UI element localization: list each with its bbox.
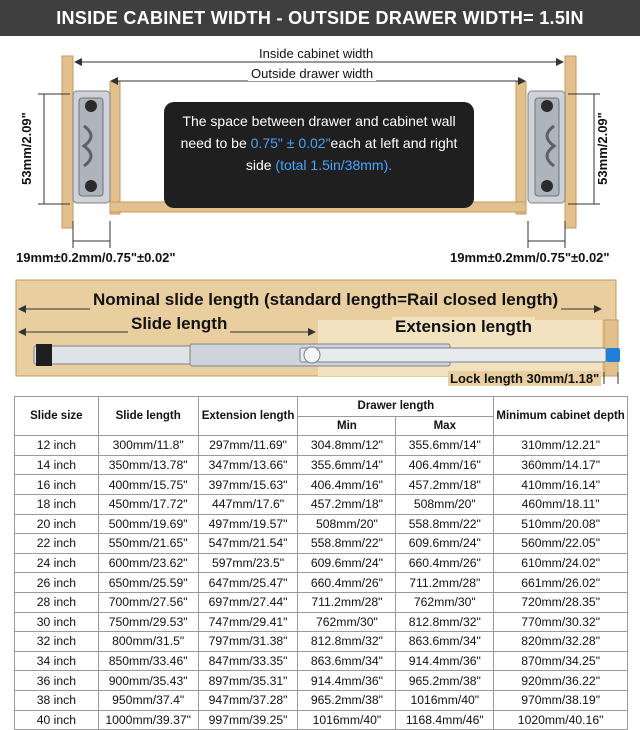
drawer-max-cell: 660.4mm/26"	[396, 553, 494, 573]
col-header-drawer-min: Min	[298, 416, 396, 436]
slide-size-cell: 20 inch	[15, 514, 99, 534]
drawer-max-cell: 508mm/20"	[396, 494, 494, 514]
table-row	[15, 710, 628, 730]
min-cabinet-depth-cell: 920mm/36.22"	[494, 671, 628, 691]
drawer-max-cell: 1016mm/40"	[396, 690, 494, 710]
cabinet-left-wall	[62, 56, 73, 228]
min-cabinet-depth-cell: 870mm/34.25"	[494, 651, 628, 671]
spec-table-body	[15, 436, 628, 730]
extension-length-cell: 497mm/19.57"	[198, 514, 298, 534]
table-row	[15, 514, 628, 534]
table-row	[15, 573, 628, 593]
slide-length-cell: 750mm/29.53"	[98, 612, 198, 632]
drawer-min-cell: 457.2mm/18"	[298, 494, 396, 514]
col-header-min-cabinet-depth: Minimum cabinet depth	[494, 397, 628, 436]
min-cabinet-depth-cell: 460mm/18.11"	[494, 494, 628, 514]
min-cabinet-depth-cell: 770mm/30.32"	[494, 612, 628, 632]
drawer-max-cell: 609.6mm/24"	[396, 534, 494, 554]
callout-line-3: side (total 1.5in/38mm).	[245, 157, 393, 173]
slide-length-cell: 700mm/27.56"	[98, 592, 198, 612]
slide-length-cell: 900mm/35.43"	[98, 671, 198, 691]
lock-length-label: Lock length 30mm/1.18"	[450, 371, 600, 386]
extension-length-cell: 597mm/23.5"	[198, 553, 298, 573]
inner-rail	[300, 348, 606, 362]
min-cabinet-depth-cell: 310mm/12.21"	[494, 436, 628, 456]
extension-length-cell: 547mm/21.54"	[198, 534, 298, 554]
slide-length-cell: 850mm/33.46"	[98, 651, 198, 671]
slide-spec-table	[14, 396, 628, 730]
slide-length-cell: 350mm/13.78"	[98, 455, 198, 475]
drawer-min-cell: 355.6mm/14"	[298, 455, 396, 475]
slide-length-cell: 600mm/23.62"	[98, 553, 198, 573]
drawer-left-side	[110, 82, 120, 214]
min-cabinet-depth-cell: 970mm/38.19"	[494, 690, 628, 710]
min-cabinet-depth-cell: 610mm/24.02"	[494, 553, 628, 573]
drawer-max-cell: 711.2mm/28"	[396, 573, 494, 593]
extension-length-cell: 647mm/25.47"	[198, 573, 298, 593]
slide-length-cell: 950mm/37.4"	[98, 690, 198, 710]
col-header-slide-size: Slide size	[15, 397, 99, 436]
drawer-min-cell: 558.8mm/22"	[298, 534, 396, 554]
drawer-min-cell: 863.6mm/34"	[298, 651, 396, 671]
slide-length-cell: 1000mm/39.37"	[98, 710, 198, 730]
slide-size-cell: 22 inch	[15, 534, 99, 554]
table-row	[15, 553, 628, 573]
nominal-slide-length-label: Nominal slide length (standard length=Rail closed length)	[90, 290, 561, 310]
min-cabinet-depth-cell: 820mm/32.28"	[494, 632, 628, 652]
slide-size-cell: 18 inch	[15, 494, 99, 514]
drawer-min-cell: 1016mm/40"	[298, 710, 396, 730]
drawer-min-cell: 304.8mm/12"	[298, 436, 396, 456]
drawer-max-cell: 965.2mm/38"	[396, 671, 494, 691]
table-row	[15, 455, 628, 475]
page-title-banner: INSIDE CABINET WIDTH - OUTSIDE DRAWER WIDTH= 1.5IN	[0, 0, 640, 36]
left-slide-hardware	[73, 91, 110, 203]
slide-size-cell: 28 inch	[15, 592, 99, 612]
slide-length-cell: 500mm/19.69"	[98, 514, 198, 534]
min-cabinet-depth-cell: 720mm/28.35"	[494, 592, 628, 612]
gap-label-left: 19mm±0.2mm/0.75"±0.02"	[16, 250, 176, 265]
gap-tolerance-value: 0.75" ± 0.02"	[250, 135, 331, 151]
slide-size-cell: 16 inch	[15, 475, 99, 495]
extension-length-cell: 797mm/31.38"	[198, 632, 298, 652]
drawer-max-cell: 762mm/30"	[396, 592, 494, 612]
slide-size-cell: 30 inch	[15, 612, 99, 632]
min-cabinet-depth-cell: 360mm/14.17"	[494, 455, 628, 475]
drawer-max-cell: 914.4mm/36"	[396, 651, 494, 671]
slide-size-cell: 14 inch	[15, 455, 99, 475]
drawer-min-cell: 711.2mm/28"	[298, 592, 396, 612]
slide-length-cell: 400mm/15.75"	[98, 475, 198, 495]
extension-length-label: Extension length	[392, 317, 535, 337]
table-row	[15, 671, 628, 691]
slide-length-cell: 550mm/21.65"	[98, 534, 198, 554]
slide-size-cell: 12 inch	[15, 436, 99, 456]
rail-end-bracket	[36, 344, 52, 366]
table-row	[15, 436, 628, 456]
cabinet-diagram	[0, 36, 640, 272]
min-cabinet-depth-cell: 410mm/16.14"	[494, 475, 628, 495]
drawer-max-cell: 558.8mm/22"	[396, 514, 494, 534]
drawer-min-cell: 914.4mm/36"	[298, 671, 396, 691]
extension-length-cell: 897mm/35.31"	[198, 671, 298, 691]
table-row	[15, 592, 628, 612]
drawer-min-cell: 812.8mm/32"	[298, 632, 396, 652]
gap-label-right: 19mm±0.2mm/0.75"±0.02"	[450, 250, 610, 265]
callout-line-2: need to be 0.75" ± 0.02"each at left and right	[180, 135, 458, 151]
callout-line-1: The space between drawer and cabinet wall	[182, 113, 456, 129]
table-row	[15, 475, 628, 495]
slide-size-cell: 36 inch	[15, 671, 99, 691]
slide-length-cell: 450mm/17.72"	[98, 494, 198, 514]
drawer-min-cell: 660.4mm/26"	[298, 573, 396, 593]
right-slide-hardware	[528, 91, 565, 203]
col-header-slide-length: Slide length	[98, 397, 198, 436]
min-cabinet-depth-cell: 1020mm/40.16"	[494, 710, 628, 730]
drawer-max-cell: 863.6mm/34"	[396, 632, 494, 652]
extension-length-cell: 997mm/39.25"	[198, 710, 298, 730]
extension-length-cell: 397mm/15.63"	[198, 475, 298, 495]
col-header-drawer-max: Max	[396, 416, 494, 436]
extension-length-cell: 297mm/11.69"	[198, 436, 298, 456]
total-gap-value: (total 1.5in/38mm).	[275, 157, 393, 173]
drawer-max-cell: 457.2mm/18"	[396, 475, 494, 495]
height-label-right: 53mm/2.09"	[594, 112, 610, 185]
drawer-max-cell: 406.4mm/16"	[396, 455, 494, 475]
drawer-max-cell: 812.8mm/32"	[396, 612, 494, 632]
drawer-min-cell: 406.4mm/16"	[298, 475, 396, 495]
table-row	[15, 651, 628, 671]
slide-size-cell: 32 inch	[15, 632, 99, 652]
table-row	[15, 690, 628, 710]
slide-size-cell: 40 inch	[15, 710, 99, 730]
drawer-max-cell: 1168.4mm/46"	[396, 710, 494, 730]
inside-cabinet-width-label: Inside cabinet width	[256, 46, 376, 61]
slide-size-cell: 34 inch	[15, 651, 99, 671]
drawer-max-cell: 355.6mm/14"	[396, 436, 494, 456]
table-row	[15, 612, 628, 632]
min-cabinet-depth-cell: 510mm/20.08"	[494, 514, 628, 534]
table-row	[15, 534, 628, 554]
slide-length-diagram	[0, 276, 640, 392]
drawer-min-cell: 965.2mm/38"	[298, 690, 396, 710]
slide-size-cell: 26 inch	[15, 573, 99, 593]
gap-requirement-callout	[164, 102, 474, 208]
extension-length-cell: 947mm/37.28"	[198, 690, 298, 710]
height-label-left: 53mm/2.09"	[18, 112, 34, 185]
min-cabinet-depth-cell: 560mm/22.05"	[494, 534, 628, 554]
slide-length-cell: 800mm/31.5"	[98, 632, 198, 652]
col-header-extension-length: Extension length	[198, 397, 298, 436]
slide-length-cell: 300mm/11.8"	[98, 436, 198, 456]
slide-size-cell: 24 inch	[15, 553, 99, 573]
table-row	[15, 632, 628, 652]
min-cabinet-depth-cell: 661mm/26.02"	[494, 573, 628, 593]
drawer-right-side	[516, 82, 526, 214]
drawer-min-cell: 609.6mm/24"	[298, 553, 396, 573]
drawer-min-cell: 508mm/20"	[298, 514, 396, 534]
cabinet-right-wall	[565, 56, 576, 228]
extension-length-cell: 847mm/33.35"	[198, 651, 298, 671]
extension-length-cell: 697mm/27.44"	[198, 592, 298, 612]
extension-length-cell: 747mm/29.41"	[198, 612, 298, 632]
drawer-min-cell: 762mm/30"	[298, 612, 396, 632]
outside-drawer-width-label: Outside drawer width	[248, 66, 376, 81]
slide-length-cell: 650mm/25.59"	[98, 573, 198, 593]
release-lever	[606, 348, 620, 362]
table-row	[15, 494, 628, 514]
extension-length-cell: 447mm/17.6"	[198, 494, 298, 514]
slide-size-cell: 38 inch	[15, 690, 99, 710]
extension-length-cell: 347mm/13.66"	[198, 455, 298, 475]
slide-length-label: Slide length	[128, 314, 230, 334]
col-header-drawer-length: Drawer length	[298, 397, 494, 417]
